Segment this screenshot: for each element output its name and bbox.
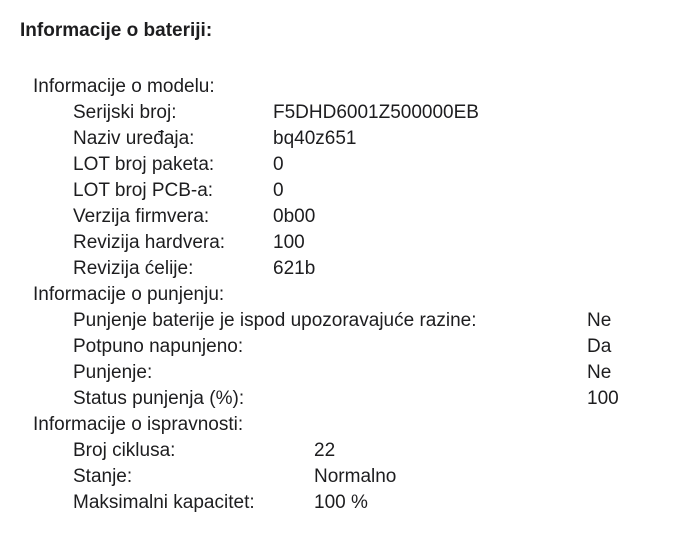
pack-lot-label: LOT broj paketa: [73, 154, 215, 175]
firmware-version-label: Verzija firmvera: [73, 206, 210, 227]
charging-label: Punjenje: [73, 362, 153, 383]
fully-charged-value: Da [587, 336, 612, 357]
pack-lot-value: 0 [273, 154, 284, 175]
device-name-value: bq40z651 [273, 128, 357, 149]
serial-number-value: F5DHD6001Z500000EB [273, 102, 479, 123]
max-capacity-value: 100 % [314, 492, 368, 513]
charging-value: Ne [587, 362, 612, 383]
firmware-version-value: 0b00 [273, 206, 316, 227]
cell-revision-value: 621b [273, 258, 316, 279]
cell-revision-label: Revizija ćelije: [73, 258, 194, 279]
condition-value: Normalno [314, 466, 397, 487]
below-warning-label: Punjenje baterije je ispod upozoravajuće razine: [73, 310, 477, 331]
section-heading-charging: Informacije o punjenju: [33, 284, 225, 305]
pcb-lot-value: 0 [273, 180, 284, 201]
max-capacity-label: Maksimalni kapacitet: [73, 492, 255, 513]
section-heading-model: Informacije o modelu: [33, 76, 215, 97]
device-name-label: Naziv uređaja: [73, 128, 195, 149]
pcb-lot-label: LOT broj PCB-a: [73, 180, 214, 201]
charge-status-value: 100 [587, 388, 619, 409]
section-heading-health: Informacije o ispravnosti: [33, 414, 244, 435]
hardware-revision-value: 100 [273, 232, 305, 253]
cycle-count-label: Broj ciklusa: [73, 440, 176, 461]
page-title: Informacije o bateriji: [20, 20, 213, 41]
serial-number-label: Serijski broj: [73, 102, 177, 123]
fully-charged-label: Potpuno napunjeno: [73, 336, 244, 357]
hardware-revision-label: Revizija hardvera: [73, 232, 226, 253]
cycle-count-value: 22 [314, 440, 336, 461]
charge-status-label: Status punjenja (%): [73, 388, 245, 409]
condition-label: Stanje: [73, 466, 133, 487]
below-warning-value: Ne [587, 310, 612, 331]
